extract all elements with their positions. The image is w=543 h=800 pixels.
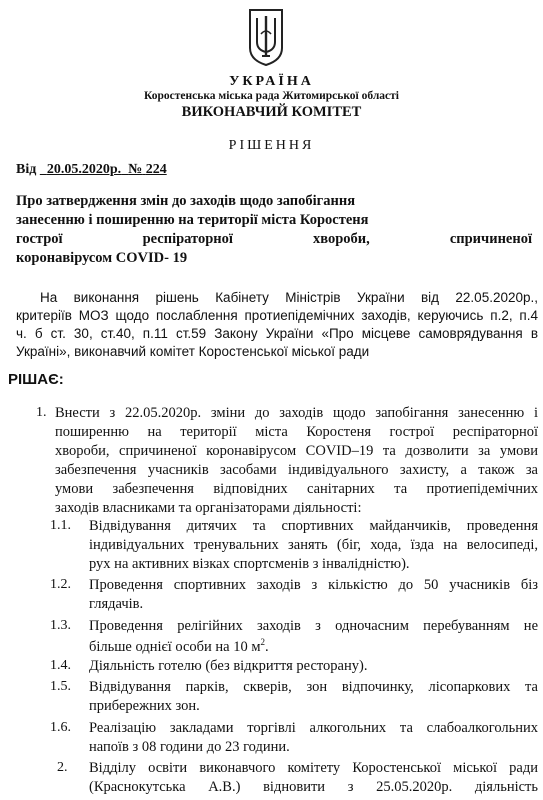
preamble-line: ч. б ст. 30, ст.40, п.11 ст.59 Закону України «Про місцеве самоврядування в (16, 326, 538, 341)
item-line: забезпечення учасників засобами індивідуального захисту, а також за (55, 462, 538, 478)
subitem-line: Проведення релігійних заходів з одночасним перебуванням не (89, 618, 538, 634)
subitem-line: Відвідування парків, скверів, зон відпочинку, лісопаркових та (89, 679, 538, 695)
title-line: гострої респіраторної хвороби, спричиненої (16, 231, 532, 247)
subitem-number: 1.3. (50, 618, 71, 633)
committee-name: ВИКОНАВЧИЙ КОМІТЕТ (181, 104, 362, 120)
subitem-number: 1.5. (50, 679, 71, 694)
preamble-line: На виконання рішень Кабінету Міністрів України від 22.05.2020р., (40, 290, 538, 305)
preamble-line: Україні», виконавчий комітет Коростенської міської ради (16, 344, 370, 359)
subitem-line: Діяльність готелю (без відкриття ресторану). (89, 658, 368, 674)
date-line (16, 162, 167, 178)
subitem-line: Реалізацію закладами торгівлі алкогольних та слабоалкогольних (89, 720, 538, 736)
resolve-label: РІШАЄ: (8, 371, 64, 388)
item-line: поширенню на території міста Коростеня гострої респіраторної (55, 424, 538, 440)
preamble-line: критеріїв МОЗ щодо послаблення протиепідемічних заходів, керуючись п.2, п.4 (16, 308, 538, 323)
council-name: Коростенська міська рада Житомирської області (143, 90, 399, 102)
subitem-number: 1.6. (50, 720, 71, 735)
subitem-line: прибережних зон. (89, 698, 200, 714)
item-number: 2. (57, 760, 68, 775)
item-number: 1. (36, 405, 47, 420)
date-prefix: Від (16, 162, 37, 177)
subitem-line: Проведення спортивних заходів з кількістю до 50 учасників біз (89, 577, 538, 593)
subitem-line: глядачів. (89, 596, 144, 612)
subitem-line: Відвідування дитячих та спортивних майданчиків, проведення (89, 518, 538, 534)
item-line: заходів власниками та організаторами діяльності: (55, 500, 362, 516)
subitem-number: 1.2. (50, 577, 71, 592)
document-type: РІШЕННЯ (228, 138, 315, 153)
subitem-line: більше однієї особи на 10 $м^2$. (89, 637, 269, 655)
title-line: занесенню і поширенню на території міста Коростеня (16, 212, 369, 228)
item-line: Внести з 22.05.2020р. зміни до заходів щодо запобігання занесенню і (55, 405, 538, 421)
item-line: Відділу освіти виконавчого комітету Коростенської міської ради (89, 760, 538, 776)
title-line: Про затвердження змін до заходів щодо запобігання (16, 193, 356, 209)
country-heading: УКРАЇНА (229, 74, 314, 89)
item-line: (Краснокутська А.В.) відновити з 25.05.2020р. діяльність (89, 779, 538, 795)
subitem-line: індивідуальних тренувальних занять (біг, хода, їзда на велосипеді, (89, 537, 538, 553)
subitem-number: 1.1. (50, 518, 71, 533)
decision-date: 20.05.2020р. № 224 (46, 162, 167, 177)
subitem-line: рух на активних візках спортсменів з інвалідністю). (89, 556, 410, 572)
trident-emblem-icon (246, 6, 286, 68)
item-line: хвороби, спричиненої коронавірусом COVID–19 та дозволити за умови (55, 443, 538, 459)
subitem-number: 1.4. (50, 658, 71, 673)
subitem-line: напоїв з 08 години до 23 години. (89, 739, 290, 755)
item-line: умови забезпечення відповідних санітарних та протиепідемічних (55, 481, 538, 497)
title-line: коронавірусом COVID- 19 (16, 250, 188, 266)
